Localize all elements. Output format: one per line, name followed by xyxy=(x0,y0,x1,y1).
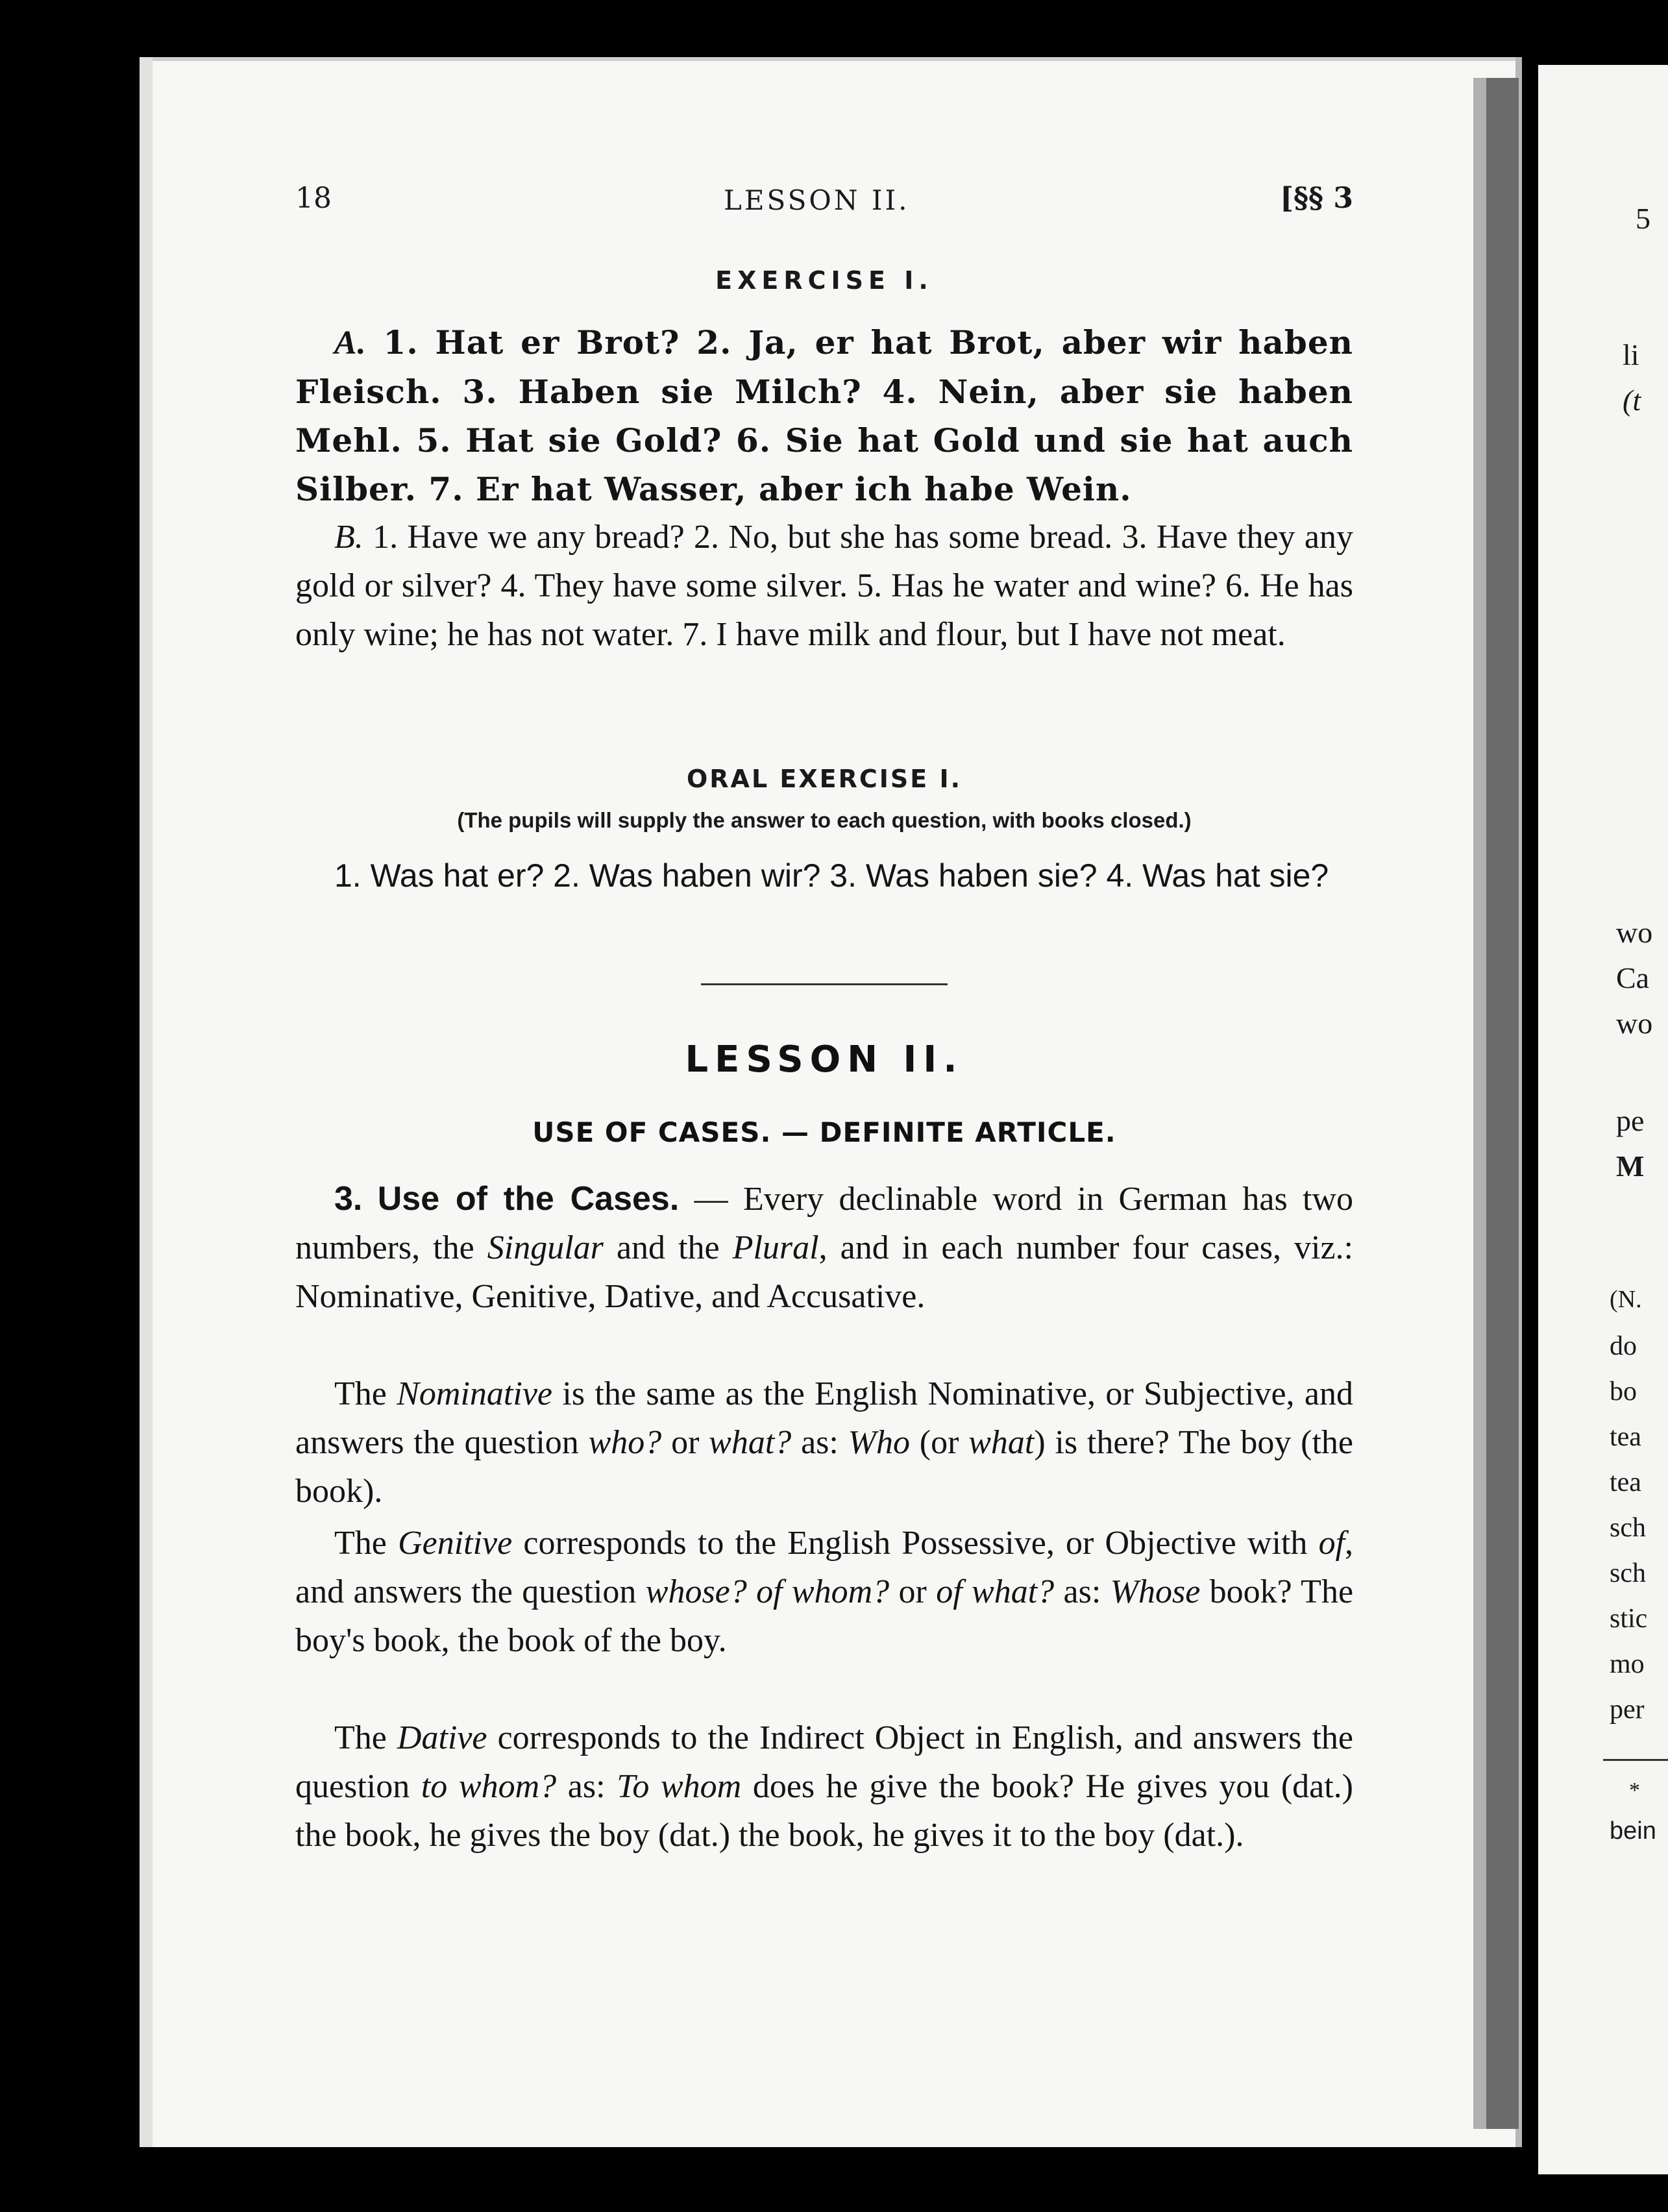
facing-fragment: wo xyxy=(1616,1007,1653,1040)
section-3-paragraph-2 xyxy=(295,1370,1353,1516)
text-run: or xyxy=(661,1424,709,1461)
text-run: and the xyxy=(603,1229,733,1266)
italic-term: whose? of whom? xyxy=(645,1573,890,1610)
text-run: , and in each number four cases, viz.: Nominative, Genitive, Dative, and Accusative. xyxy=(295,1229,1354,1315)
facing-fragment: per xyxy=(1610,1695,1645,1725)
italic-term: To whom xyxy=(617,1768,742,1805)
italic-term: of what? xyxy=(936,1573,1055,1610)
section-3-paragraph-4 xyxy=(295,1714,1353,1860)
text-run: The xyxy=(334,1525,399,1562)
facing-page-number: 5 xyxy=(1636,202,1650,235)
heading-dash: — xyxy=(694,1181,743,1218)
italic-term: Dative xyxy=(397,1719,487,1756)
facing-fragment: stic xyxy=(1610,1604,1648,1634)
facing-fragment: wo xyxy=(1616,916,1653,949)
text-run: corresponds to the English Possessive, or Objective with xyxy=(512,1525,1319,1562)
facing-fragment: mo xyxy=(1610,1649,1645,1679)
italic-term: what? xyxy=(709,1424,792,1461)
text-run: as: xyxy=(556,1768,617,1805)
text-run: or xyxy=(889,1573,937,1610)
lesson-subtitle: USE OF CASES. — DEFINITE ARTICLE. xyxy=(532,1116,1116,1148)
text-run: as: xyxy=(1054,1573,1110,1610)
italic-term: Whose xyxy=(1110,1573,1201,1610)
gutter-shadow-light xyxy=(1473,78,1488,2129)
page-number: 18 xyxy=(295,182,332,215)
facing-fragment: * xyxy=(1629,1778,1640,1802)
running-title: LESSON II. xyxy=(724,184,910,216)
section-number: 3. xyxy=(334,1180,363,1218)
facing-fragment: tea xyxy=(1610,1468,1641,1497)
oral-exercise-note: (The pupils will supply the answer to each question, with books closed.) xyxy=(457,808,1192,832)
facing-fragment: pe xyxy=(1616,1104,1645,1137)
italic-term: what xyxy=(968,1424,1035,1461)
facing-footnote-rule xyxy=(1603,1759,1668,1761)
facing-fragment: do xyxy=(1610,1331,1637,1361)
exercise-part-b xyxy=(295,513,1353,659)
part-a-label: A. xyxy=(334,325,367,362)
facing-fragment: sch xyxy=(1610,1513,1646,1543)
text-run: Every declinable word in German has two numbers, the xyxy=(295,1181,1354,1266)
facing-fragment: tea xyxy=(1610,1422,1641,1452)
section-heading: Use of the Cases. xyxy=(377,1180,680,1218)
text-run: , and answers the question xyxy=(295,1525,1354,1610)
facing-fragment: (N. xyxy=(1610,1286,1642,1313)
facing-fragment: (t xyxy=(1623,384,1641,417)
text-run: The xyxy=(334,1719,397,1756)
oral-exercise-title: ORAL EXERCISE I. xyxy=(686,765,963,793)
section-reference: [§§ 3 xyxy=(1280,182,1353,215)
facing-fragment: sch xyxy=(1610,1558,1646,1588)
text-run: as: xyxy=(791,1424,848,1461)
facing-page xyxy=(1538,65,1668,2174)
part-a-text: 1. Hat er Brot? 2. Ja, er hat Brot, aber wir haben Fleisch. 3. Haben sie Milch? 4. Nein, aber sie haben Mehl. 5. Hat sie Gold? 6. Sie hat Gold und sie hat auch Silber. 7. Er hat Wasser, aber ich habe Wein. xyxy=(295,323,1353,508)
text-run: book? The boy's book, the book of the boy. xyxy=(295,1573,1354,1659)
italic-term: of xyxy=(1318,1525,1345,1562)
italic-term: Plural xyxy=(732,1229,819,1266)
italic-term: Singular xyxy=(487,1229,604,1266)
oral-exercise-questions: 1. Was hat er? 2. Was haben wir? 3. Was haben sie? 4. Was hat sie? xyxy=(334,857,1329,894)
facing-fragment: M xyxy=(1616,1149,1645,1183)
exercise-title: EXERCISE I. xyxy=(715,266,933,295)
part-b-label: B. xyxy=(334,519,363,556)
lesson-title: LESSON II. xyxy=(685,1038,964,1081)
page-edge xyxy=(140,57,153,2147)
running-header xyxy=(295,182,1353,227)
italic-term: Who xyxy=(848,1424,910,1461)
facing-fragment: li xyxy=(1623,338,1639,371)
part-b-text: 1. Have we any bread? 2. No, but she has some bread. 3. Have they any gold or silver? 4. They have some silver. 5. Has he water and wine? 6. He has only wine; he has not water. 7. I have milk and flour, but I have not meat. xyxy=(295,519,1354,653)
text-run: (or xyxy=(909,1424,969,1461)
text-run: does he give the book? He gives you (dat.) the book, he gives the boy (dat.) the book, he gives it to the boy (dat.). xyxy=(295,1768,1353,1854)
facing-fragment: bein xyxy=(1610,1817,1656,1845)
text-run: The xyxy=(334,1375,397,1412)
exercise-part-a xyxy=(295,318,1353,513)
section-3-paragraph-3 xyxy=(295,1519,1353,1665)
gutter-shadow xyxy=(1486,78,1519,2129)
italic-term: Nominative xyxy=(397,1375,552,1412)
italic-term: to whom? xyxy=(421,1768,557,1805)
italic-term: who? xyxy=(588,1424,662,1461)
section-3-paragraph-1 xyxy=(295,1175,1353,1321)
text-run: corresponds to the Indirect Object in English, and answers the question xyxy=(295,1719,1353,1805)
facing-fragment: bo xyxy=(1610,1377,1637,1407)
section-divider xyxy=(701,983,948,985)
italic-term: Genitive xyxy=(398,1525,513,1562)
text-run: ) is there? The boy (the book). xyxy=(295,1424,1353,1510)
facing-fragment: Ca xyxy=(1616,961,1650,994)
text-run: is the same as the English Nominative, or Subjective, and answers the question xyxy=(295,1375,1353,1461)
